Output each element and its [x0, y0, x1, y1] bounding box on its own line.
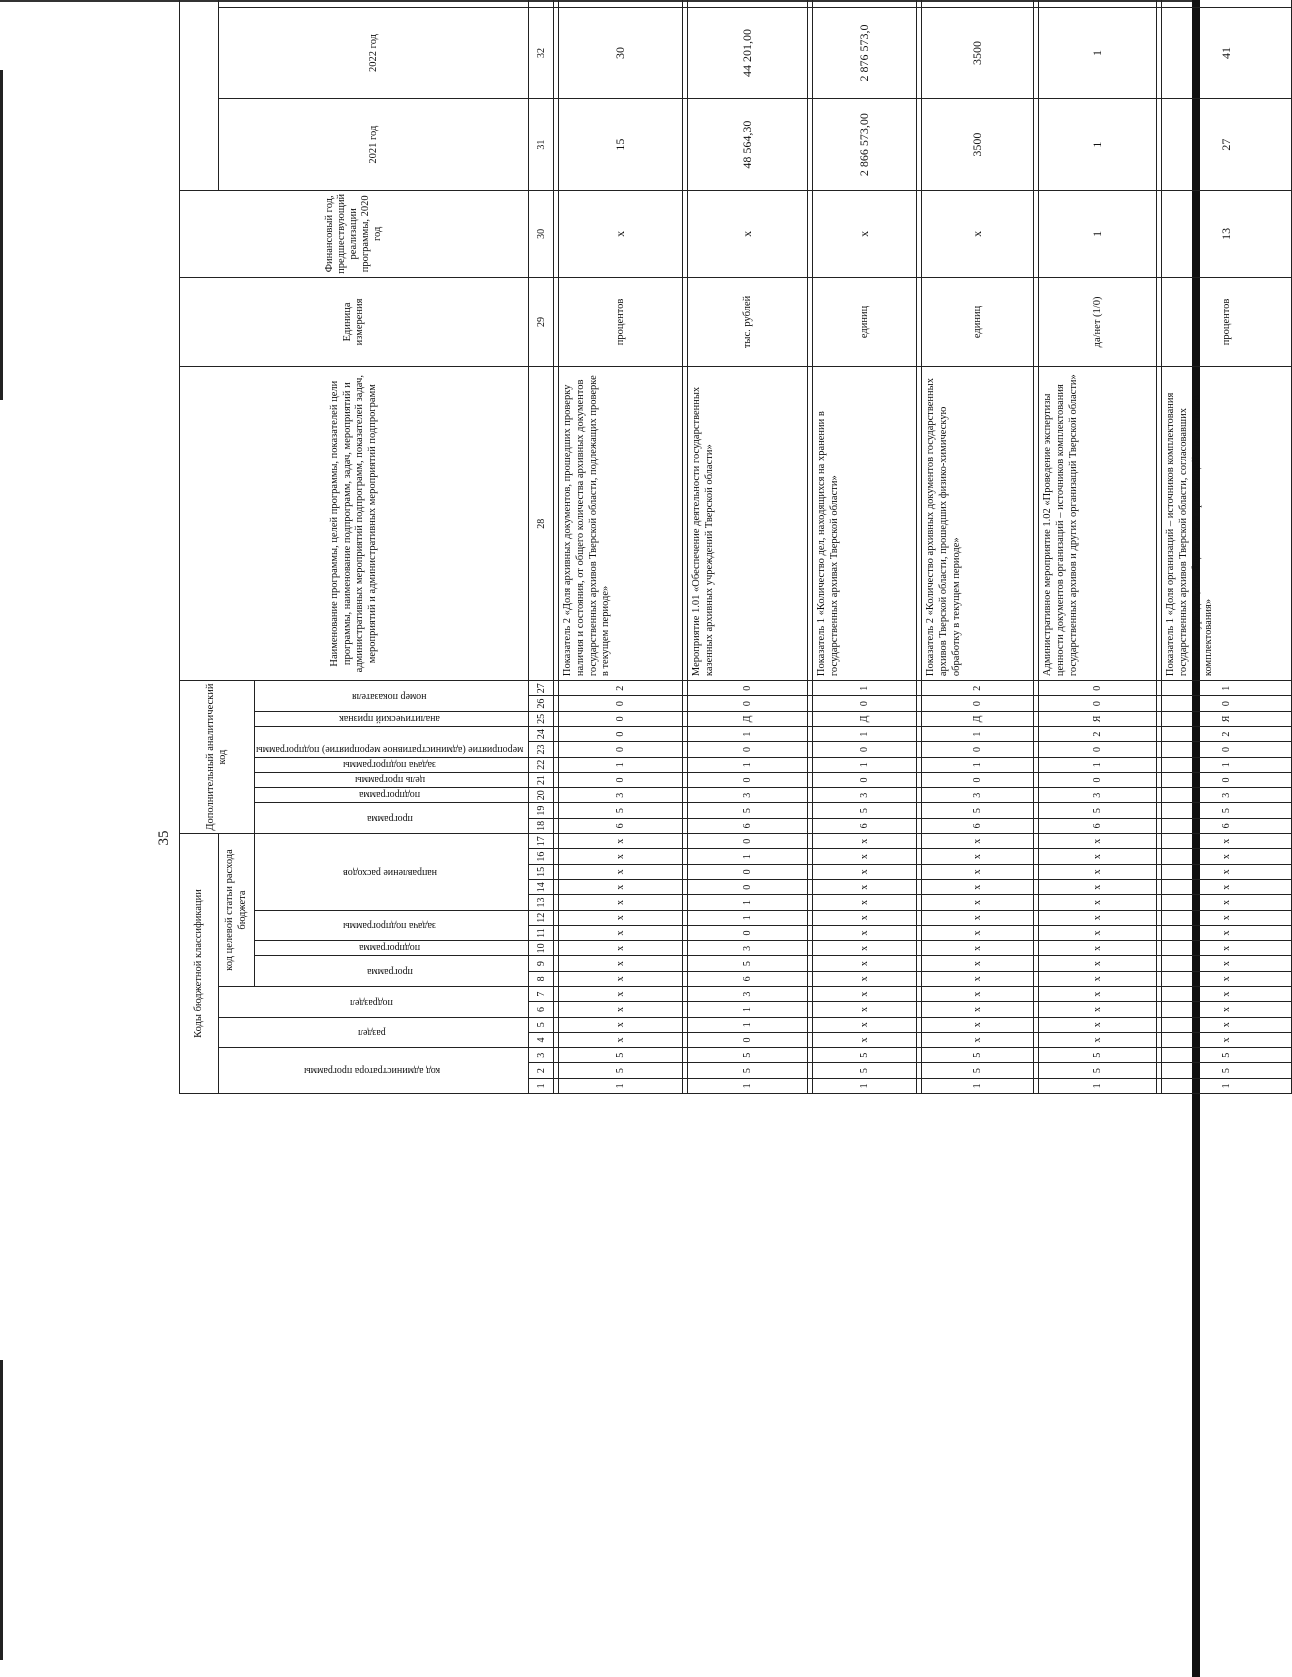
dop-code-cell: 1 [688, 727, 808, 742]
kbk-code-cell: х [813, 895, 917, 910]
fin-year-value: 1 [1039, 191, 1157, 278]
col-num: 1 [529, 1078, 554, 1093]
kbk-code-cell: 5 [688, 1063, 808, 1078]
col-num: 23 [529, 742, 554, 757]
dop-code-cell: 6 [1039, 818, 1157, 833]
col-num [529, 0, 554, 7]
razdel-header: раздел [219, 1017, 529, 1048]
year-value [1162, 0, 1292, 7]
scan-edge-left [0, 70, 3, 400]
kbk-code-cell: х [1039, 910, 1157, 925]
scan-edge-left [0, 1360, 3, 1660]
kbk-code-cell: 5 [813, 1063, 917, 1078]
dop-code-cell: 0 [688, 772, 808, 787]
kbk-code-cell: х [922, 941, 1034, 956]
unit-cell: единиц [813, 277, 917, 367]
col-num: 6 [529, 1002, 554, 1017]
dop-code-cell: 2 [1162, 727, 1292, 742]
dop-code-cell: 1 [559, 757, 683, 772]
kbk-code-cell: х [813, 971, 917, 986]
kbk-code-cell: 1 [688, 1002, 808, 1017]
kbk-code-cell: х [813, 987, 917, 1002]
kbk-code-cell: х [922, 864, 1034, 879]
fin-year-value: х [922, 191, 1034, 278]
dop-code-cell: 0 [922, 696, 1034, 711]
dop-code-cell: 0 [559, 772, 683, 787]
dop-code-cell: 1 [1162, 681, 1292, 696]
col-num: 22 [529, 757, 554, 772]
year-value: 30 [559, 7, 683, 99]
kbk-code-cell: х [922, 834, 1034, 850]
kbk-code-cell: х [1039, 1002, 1157, 1017]
table-row [813, 0, 917, 1094]
kbk-code-cell: х [1162, 880, 1292, 895]
year-value: 1 [1039, 7, 1157, 99]
dop-code-group-header: Дополнительный аналитический код [180, 681, 255, 834]
kbk-code-cell: х [559, 910, 683, 925]
kbk-code-cell: 1 [559, 1078, 683, 1093]
unit-cell: единиц [922, 277, 1034, 367]
dop-code-cell: 1 [813, 681, 917, 696]
year-2021-header: 2021 год [219, 99, 529, 191]
kbk-code-cell: х [559, 1002, 683, 1017]
column-numbers-row [529, 0, 554, 1094]
col-num: 26 [529, 696, 554, 711]
table-row [1039, 0, 1157, 1094]
kbk-code-cell: 1 [688, 849, 808, 864]
col-num: 9 [529, 956, 554, 971]
kbk-code-cell: х [1162, 834, 1292, 850]
indicator-name: Показатель 1 «Количество дел, находящихся на хранении в государственных архивах Тверской области» [813, 367, 917, 681]
dop-code-cell: 0 [559, 696, 683, 711]
kbk-code-cell: х [1039, 941, 1157, 956]
year-value [688, 0, 808, 7]
kbk-code-cell: х [559, 987, 683, 1002]
col-num: 12 [529, 910, 554, 925]
col-num: 17 [529, 834, 554, 850]
kbk-code-cell: х [1162, 956, 1292, 971]
dop-code-cell: 3 [1039, 788, 1157, 803]
kbk-code-cell: х [1162, 971, 1292, 986]
kbk-code-cell: х [813, 880, 917, 895]
dop-programma-header: программа [255, 803, 529, 834]
year-value [559, 0, 683, 7]
kbk-code-cell: х [1039, 1032, 1157, 1047]
kbk-code-cell: х [1162, 987, 1292, 1002]
dop-meropriyatie-header: мероприятие (административное мероприятие) подпрограммы [255, 727, 529, 758]
fin-year-value: 13 [1162, 191, 1292, 278]
kbk-group-header: Коды бюджетной классификации [180, 834, 219, 1094]
dop-code-cell: 6 [688, 818, 808, 833]
dop-code-cell: 6 [1162, 818, 1292, 833]
dop-code-cell: 1 [1039, 757, 1157, 772]
dop-code-cell: 0 [688, 681, 808, 696]
col-num: 7 [529, 987, 554, 1002]
dop-code-cell: 3 [559, 788, 683, 803]
dop-code-cell: 3 [688, 788, 808, 803]
kbk-code-cell: 5 [559, 1048, 683, 1063]
dop-code-cell: 0 [1162, 696, 1292, 711]
indicator-name: Показатель 2 «Доля архивных документов, прошедших проверку наличия и состояния, от общего количества архивных документов государственных архивов Тверской области, подлежащих проверке в текущем периоде» [559, 367, 683, 681]
kbk-code-cell: 0 [688, 880, 808, 895]
kbk-code-cell: 1 [1162, 1078, 1292, 1093]
dop-priznak-header: аналитический признак [255, 711, 529, 726]
kbk-code-cell: х [922, 956, 1034, 971]
kbk-code-cell: х [922, 987, 1034, 1002]
kbk-code-cell: 1 [688, 1017, 808, 1032]
dop-code-cell: 0 [813, 742, 917, 757]
dop-code-cell: 0 [559, 742, 683, 757]
fin-year-column-header: Финансовый год, предшествующий реализации программы, 2020 год [180, 191, 529, 278]
kbk-code-cell: 6 [688, 971, 808, 986]
fin-year-value: х [559, 191, 683, 278]
dop-podprogramma-header: подпрограмма [255, 788, 529, 803]
col-num: 30 [529, 191, 554, 278]
kbk-code-cell: 5 [813, 1048, 917, 1063]
dop-code-cell: 2 [1039, 727, 1157, 742]
col-num: 27 [529, 681, 554, 696]
kbk-code-cell: 1 [1039, 1078, 1157, 1093]
dop-cel-header: цель программы [255, 772, 529, 787]
year-2023-header [219, 0, 529, 7]
dop-code-cell: 1 [813, 757, 917, 772]
year-2022-header: 2022 год [219, 7, 529, 99]
kbk-code-cell: х [559, 880, 683, 895]
dop-code-cell: Д [813, 711, 917, 726]
unit-cell: да/нет (1/0) [1039, 277, 1157, 367]
kbk-code-cell: 5 [1039, 1063, 1157, 1078]
year-value: 44 201,00 [688, 7, 808, 99]
dop-code-cell: Я [1162, 711, 1292, 726]
kbk-code-cell: х [1162, 910, 1292, 925]
kbk-code-cell: 0 [688, 925, 808, 940]
kbk-code-cell: 5 [922, 1063, 1034, 1078]
kbk-code-cell: х [1162, 925, 1292, 940]
kbk-code-cell: х [813, 864, 917, 879]
table-row [688, 0, 808, 1094]
kbk-code-cell: х [922, 971, 1034, 986]
kbk-code-cell: 5 [1039, 1048, 1157, 1063]
dop-code-cell: 0 [813, 772, 917, 787]
dop-code-cell: 2 [559, 681, 683, 696]
dop-code-cell: 1 [813, 727, 917, 742]
dop-code-cell: 0 [1039, 742, 1157, 757]
dop-code-cell: 5 [1162, 803, 1292, 818]
kbk-code-cell: х [559, 864, 683, 879]
dop-code-cell: 1 [922, 727, 1034, 742]
kbk-code-cell: х [1162, 1002, 1292, 1017]
kbk-code-cell: х [559, 1032, 683, 1047]
kbk-code-cell: х [1162, 864, 1292, 879]
fin-year-value: х [813, 191, 917, 278]
dop-code-cell: Д [688, 711, 808, 726]
kbk-code-cell: 3 [688, 941, 808, 956]
kbk-code-cell: х [1039, 849, 1157, 864]
year-value: 3500 [922, 7, 1034, 99]
kbk-code-cell: 0 [688, 864, 808, 879]
table-row [1162, 0, 1292, 1094]
col-num: 8 [529, 971, 554, 986]
table-row [559, 0, 683, 1094]
year-value: 2 866 573,00 [813, 99, 917, 191]
kbk-code-cell: х [559, 849, 683, 864]
col-num: 18 [529, 818, 554, 833]
fin-year-value: х [688, 191, 808, 278]
kbk-code-cell: х [813, 1017, 917, 1032]
kbk-code-cell: х [1039, 987, 1157, 1002]
year-value: 27 [1162, 99, 1292, 191]
dop-code-cell: 6 [559, 818, 683, 833]
kbk-code-cell: х [1162, 895, 1292, 910]
kbk-code-cell: х [922, 1017, 1034, 1032]
kbk-code-cell: х [559, 941, 683, 956]
dop-zadacha-header: задача подпрограммы [255, 757, 529, 772]
dop-code-cell: 0 [559, 711, 683, 726]
unit-cell: процентов [1162, 277, 1292, 367]
kbk-code-cell: х [559, 971, 683, 986]
dop-code-cell: 0 [922, 772, 1034, 787]
dop-code-cell: 5 [688, 803, 808, 818]
kbk-code-cell: х [1039, 925, 1157, 940]
year-value [1039, 0, 1157, 7]
kbk-code-cell: х [813, 956, 917, 971]
kbk-code-cell: 0 [688, 1032, 808, 1047]
col-num: 32 [529, 7, 554, 99]
col-num: 16 [529, 849, 554, 864]
kbk-code-cell: х [1162, 1032, 1292, 1047]
year-value: 1 [1039, 99, 1157, 191]
kbk-code-cell: х [1039, 864, 1157, 879]
podprogramma-header: подпрограмма [255, 941, 529, 956]
dop-code-cell: 0 [688, 696, 808, 711]
kbk-code-cell: х [813, 849, 917, 864]
kbk-code-cell: 5 [1162, 1063, 1292, 1078]
dop-code-cell: 0 [688, 742, 808, 757]
col-num: 4 [529, 1032, 554, 1047]
kbk-code-cell: х [922, 910, 1034, 925]
kbk-code-cell: х [1039, 895, 1157, 910]
dop-code-cell: 0 [1162, 772, 1292, 787]
kbk-code-cell: х [922, 1002, 1034, 1017]
dop-code-cell: Д [922, 711, 1034, 726]
dop-code-cell: 0 [1039, 681, 1157, 696]
name-column-header: Наименование программы, целей программы, показателей цели программы, наименование подпрограмм, задач, мероприятий и административных мероприятий подпрограмм, показателей задач, мероприятий и административных мероприятий подпрограмм [180, 367, 529, 681]
unit-column-header: Единица измерения [180, 277, 529, 367]
unit-cell: процентов [559, 277, 683, 367]
dop-code-cell: 0 [813, 696, 917, 711]
year-value: 2 876 573,0 [813, 7, 917, 99]
kbk-code-cell: х [813, 1002, 917, 1017]
table-row [922, 0, 1034, 1094]
kbk-code-cell: х [1039, 880, 1157, 895]
kbk-code-cell: 5 [1162, 1048, 1292, 1063]
col-num: 28 [529, 367, 554, 681]
kbk-code-cell: х [813, 834, 917, 850]
zadacha-header: задача подпрограммы [255, 910, 529, 941]
year-value [922, 0, 1034, 7]
document-page [179, 24, 1234, 1617]
indicator-name: Показатель 2 «Количество архивных документов государственных архивов Тверской области, прошедших физико-химическую обработку в текущем периоде» [922, 367, 1034, 681]
col-num: 21 [529, 772, 554, 787]
col-num: 5 [529, 1017, 554, 1032]
kbk-code-cell: х [1039, 834, 1157, 850]
kbk-code-cell: х [1162, 941, 1292, 956]
dop-code-cell: Я [1039, 711, 1157, 726]
col-num: 20 [529, 788, 554, 803]
dop-code-cell: 0 [559, 727, 683, 742]
admin-code-header: код администратора программы [219, 1048, 529, 1094]
dop-code-cell: 1 [688, 757, 808, 772]
kbk-code-cell: 5 [922, 1048, 1034, 1063]
kbk-code-cell: 0 [688, 834, 808, 850]
dop-code-cell: 5 [559, 803, 683, 818]
dop-code-cell: 3 [922, 788, 1034, 803]
podrazdel-header: подраздел [219, 987, 529, 1018]
col-num: 11 [529, 925, 554, 940]
kbk-code-cell: х [922, 925, 1034, 940]
col-num: 29 [529, 277, 554, 367]
years-group-header [180, 0, 219, 191]
program-indicators-table [179, 0, 1292, 1094]
kbk-code-cell: 1 [688, 895, 808, 910]
kbk-code-cell: х [813, 941, 917, 956]
kbk-code-cell: х [1039, 1017, 1157, 1032]
kbk-code-cell: х [813, 1032, 917, 1047]
kbk-code-cell: х [922, 849, 1034, 864]
dop-code-cell: 6 [922, 818, 1034, 833]
col-num: 10 [529, 941, 554, 956]
dop-code-cell: 3 [1162, 788, 1292, 803]
kbk-code-cell: х [1162, 849, 1292, 864]
year-value: 48 564,30 [688, 99, 808, 191]
kbk-code-cell: х [559, 834, 683, 850]
col-num: 24 [529, 727, 554, 742]
kbk-code-cell: х [922, 880, 1034, 895]
page-number: 35 [156, 830, 172, 846]
kbk-code-cell: х [559, 925, 683, 940]
kbk-code-cell: х [559, 1017, 683, 1032]
dop-code-cell: 5 [813, 803, 917, 818]
kbk-code-cell: 3 [688, 987, 808, 1002]
col-num: 15 [529, 864, 554, 879]
kbk-code-cell: х [813, 925, 917, 940]
col-num: 31 [529, 99, 554, 191]
col-num: 13 [529, 895, 554, 910]
dop-code-cell: 1 [922, 757, 1034, 772]
year-value [813, 0, 917, 7]
scan-mark [532, 1660, 552, 1674]
dop-code-cell: 1 [1162, 757, 1292, 772]
kbk-code-cell: х [813, 910, 917, 925]
kbk-code-cell: х [922, 895, 1034, 910]
dop-code-cell: 5 [922, 803, 1034, 818]
dop-code-cell: 0 [922, 742, 1034, 757]
kbk-code-cell: 5 [688, 956, 808, 971]
dop-code-cell: 0 [1039, 772, 1157, 787]
kbk-code-cell: 1 [688, 910, 808, 925]
dop-code-cell: 0 [1039, 696, 1157, 711]
indicator-name: Мероприятие 1.01 «Обеспечение деятельности государственных казенных архивных учреждений Тверской области» [688, 367, 808, 681]
kbk-code-cell: х [1162, 1017, 1292, 1032]
indicator-name: Административное мероприятие 1.02 «Проведение экспертизы ценности документов организаций – источников комплектования государственных архивов и других организаций Тверской области» [1039, 367, 1157, 681]
col-num: 25 [529, 711, 554, 726]
unit-cell: тыс. рублей [688, 277, 808, 367]
napravlenie-header: направление расходов [255, 834, 529, 911]
dop-nomer-header: номер показателя [255, 681, 529, 712]
indicator-name: Показатель 1 «Доля организаций – источников комплектования государственных архивов Тверской области, согласовавших номенклатуры дел, от общего числа организаций – источников комплектования» [1162, 367, 1292, 681]
dop-code-cell: 0 [1162, 742, 1292, 757]
kbk-code-cell: х [1039, 956, 1157, 971]
year-value: 15 [559, 99, 683, 191]
rotated-table-wrapper [179, 0, 1234, 1094]
kbk-code-cell: 5 [688, 1048, 808, 1063]
kbk-code-cell: 1 [922, 1078, 1034, 1093]
year-value: 41 [1162, 7, 1292, 99]
kbk-ks-header: код целевой статьи расхода бюджета [219, 834, 255, 987]
dop-code-cell: 2 [922, 681, 1034, 696]
col-num: 3 [529, 1048, 554, 1063]
year-value: 3500 [922, 99, 1034, 191]
dop-code-cell: 6 [813, 818, 917, 833]
kbk-code-cell: 1 [813, 1078, 917, 1093]
dop-code-cell: 5 [1039, 803, 1157, 818]
kbk-code-cell: х [1039, 971, 1157, 986]
dop-code-cell: 3 [813, 788, 917, 803]
kbk-code-cell: х [922, 1032, 1034, 1047]
kbk-code-cell: х [559, 956, 683, 971]
col-num: 14 [529, 880, 554, 895]
kbk-code-cell: 1 [688, 1078, 808, 1093]
col-num: 2 [529, 1063, 554, 1078]
kbk-code-cell: 5 [559, 1063, 683, 1078]
kbk-code-cell: х [559, 895, 683, 910]
col-num: 19 [529, 803, 554, 818]
programma-header: программа [255, 956, 529, 987]
